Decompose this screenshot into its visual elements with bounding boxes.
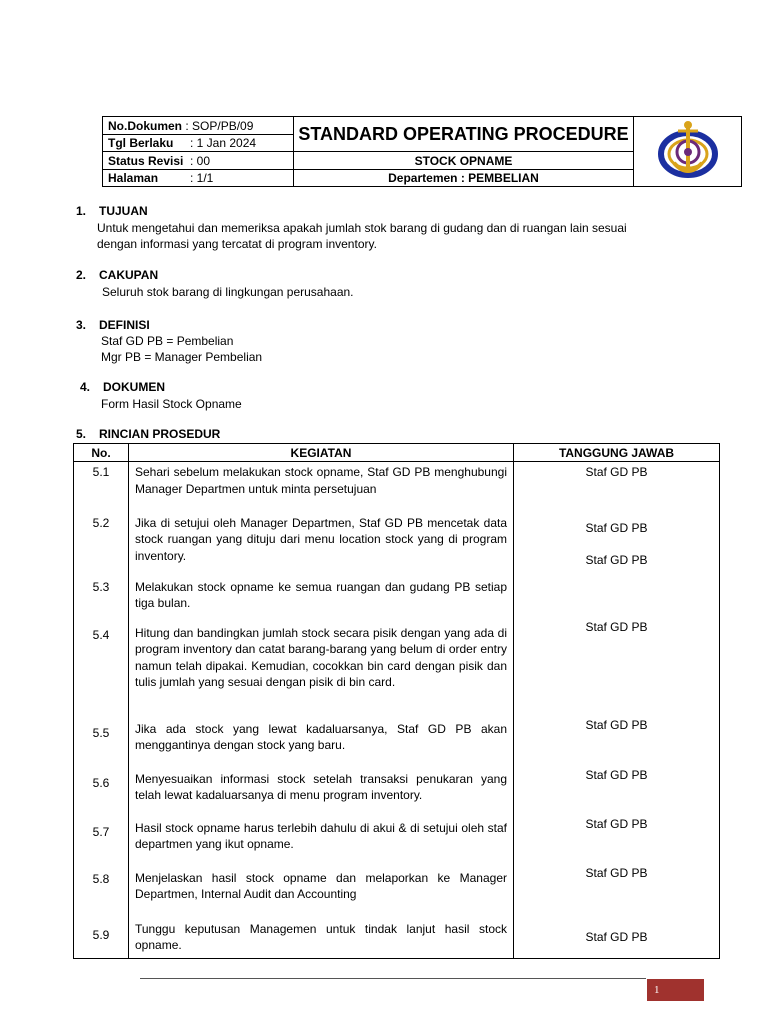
anchor-emblem-icon: [657, 119, 719, 181]
section-4-title: DOKUMEN: [103, 380, 165, 394]
responsible-party: Staf GD PB: [585, 520, 648, 535]
section-4-number: 4.: [80, 380, 91, 394]
table-row: [74, 575, 720, 619]
row-number: 5.8: [74, 865, 129, 915]
row-tanggung-jawab: [514, 767, 720, 816]
row-number: 5.9: [74, 915, 129, 959]
row-kegiatan: Menjelaskan hasil stock opname dan melaporkan ke Manager Departmen, Internal Audit dan Accounting: [129, 865, 514, 915]
section-4-line-1: Form Hasil Stock Opname: [101, 397, 242, 411]
status-revisi-label: Status Revisi: [108, 153, 184, 168]
no-dokumen-value: : SOP/PB/09: [185, 118, 254, 133]
no-dokumen-label: No.Dokumen: [108, 118, 183, 133]
row-kegiatan: Tunggu keputusan Managemen untuk tindak lanjut hasil stock opname.: [129, 915, 514, 959]
section-2-number: 2.: [76, 268, 87, 282]
halaman-cell: [103, 169, 294, 186]
table-row: [74, 462, 720, 510]
status-revisi-cell: [103, 152, 294, 169]
section-3-line-1: Staf GD PB = Pembelian: [101, 334, 234, 348]
section-1-line-2: dengan informasi yang tercatat di program inventory.: [97, 237, 377, 251]
table-row: [74, 767, 720, 816]
responsible-party: Staf GD PB: [585, 717, 648, 732]
row-tanggung-jawab: [514, 717, 720, 767]
table-row: [74, 717, 720, 767]
responsible-party: Staf GD PB: [585, 553, 648, 567]
row-kegiatan: Hasil stock opname harus terlebih dahulu di akui & di setujui oleh staf departmen yang ikut opname.: [129, 816, 514, 865]
section-5-title: RINCIAN PROSEDUR: [99, 427, 221, 441]
tgl-berlaku-label: Tgl Berlaku: [108, 136, 174, 151]
table-row: [74, 915, 720, 959]
row-number: 5.3: [74, 575, 129, 619]
section-5-number: 5.: [76, 427, 87, 441]
halaman-label: Halaman: [108, 170, 159, 185]
row-tanggung-jawab: [514, 619, 720, 717]
document-title: STANDARD OPERATING PROCEDURE: [294, 117, 634, 152]
tgl-berlaku-value: : 1 Jan 2024: [190, 136, 257, 151]
section-3-number: 3.: [76, 318, 87, 332]
column-header-tanggung-jawab: TANGGUNG JAWAB: [514, 444, 720, 462]
no-dokumen-cell: [103, 117, 294, 135]
table-row: [74, 510, 720, 575]
section-2-title: CAKUPAN: [99, 268, 159, 282]
document-subtitle: STOCK OPNAME: [294, 152, 634, 169]
page-number-badge: 1: [647, 979, 704, 1001]
row-kegiatan: Hitung dan bandingkan jumlah stock secara pisik dengan yang ada di program inventory dan catat barang-barang yang belum di order entry namun telah dipakai. Kemudian, cocokkan bin card dengan pisik dan tulis jumlah yang sesuai dengan pisik di bin card.: [129, 619, 514, 717]
responsible-party: Staf GD PB: [585, 767, 648, 782]
row-kegiatan: Jika ada stock yang lewat kadaluarsanya, Staf GD PB akan menggantinya dengan stock yang baru.: [129, 717, 514, 767]
row-tanggung-jawab: [514, 816, 720, 865]
footer-rule: [140, 978, 646, 979]
responsible-party: Staf GD PB: [585, 816, 648, 831]
row-tanggung-jawab: [514, 575, 720, 619]
row-number: 5.2: [74, 510, 129, 575]
section-1-line-1: Untuk mengetahui dan memeriksa apakah jumlah stok barang di gudang dan di ruangan lain sesuai: [97, 221, 627, 235]
row-number: 5.5: [74, 717, 129, 767]
tgl-berlaku-cell: [103, 135, 294, 152]
responsible-party: Staf GD PB: [585, 619, 648, 634]
section-2-line-1: Seluruh stok barang di lingkungan perusahaan.: [102, 285, 354, 299]
section-1-number: 1.: [76, 204, 87, 218]
status-revisi-value: : 00: [190, 153, 211, 168]
table-row: [74, 865, 720, 915]
column-header-no: No.: [74, 444, 129, 462]
row-tanggung-jawab: [514, 865, 720, 915]
row-kegiatan: Sehari sebelum melakukan stock opname, Staf GD PB menghubungi Manager Departmen untuk minta persetujuan: [129, 462, 514, 510]
section-3-line-2: Mgr PB = Manager Pembelian: [101, 350, 263, 364]
row-tanggung-jawab: [514, 510, 720, 575]
section-1-title: TUJUAN: [99, 204, 148, 218]
responsible-party: Staf GD PB: [585, 865, 648, 880]
document-header-table: [102, 116, 742, 187]
row-kegiatan: Menyesuaikan informasi stock setelah transaksi penukaran yang telah lewat kadaluarsanya di menu program inventory.: [129, 767, 514, 816]
table-row: [74, 619, 720, 717]
table-row: [74, 816, 720, 865]
row-kegiatan: Melakukan stock opname ke semua ruangan dan gudang PB setiap tiga bulan.: [129, 575, 514, 619]
row-kegiatan: Jika di setujui oleh Manager Departmen, Staf GD PB mencetak data stock ruangan yang dituju dari menu location stock yang di program inventory.: [129, 510, 514, 575]
row-tanggung-jawab: [514, 462, 720, 510]
row-tanggung-jawab: [514, 915, 720, 959]
section-3-title: DEFINISI: [99, 318, 150, 332]
procedure-table: [73, 443, 720, 959]
responsible-party: Staf GD PB: [585, 465, 648, 479]
logo-cell: [634, 117, 742, 187]
department-label: Departemen : PEMBELIAN: [294, 169, 634, 186]
row-number: 5.7: [74, 816, 129, 865]
responsible-party: Staf GD PB: [585, 929, 648, 944]
row-number: 5.1: [74, 462, 129, 510]
row-number: 5.6: [74, 767, 129, 816]
row-number: 5.4: [74, 619, 129, 717]
column-header-kegiatan: KEGIATAN: [129, 444, 514, 462]
halaman-value: : 1/1: [190, 170, 214, 185]
